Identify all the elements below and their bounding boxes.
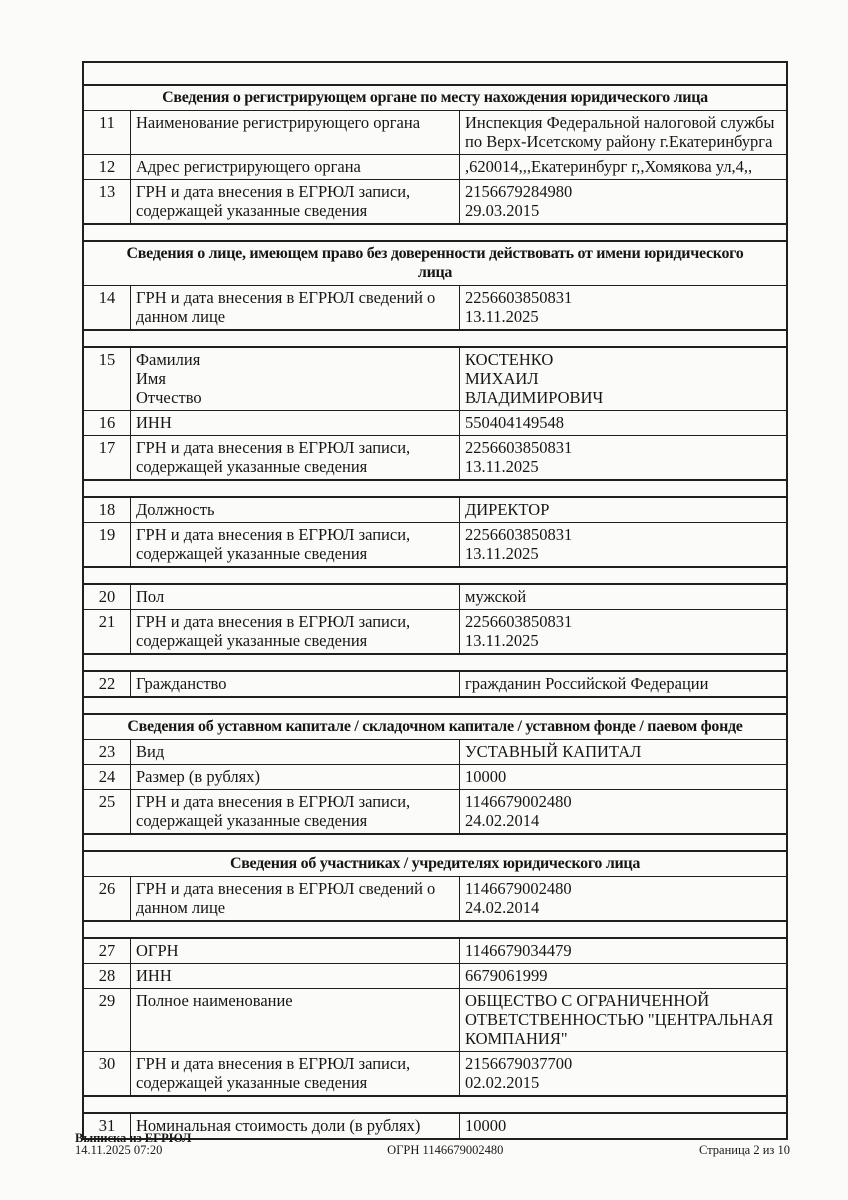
- table-spacer-row: [84, 223, 786, 240]
- table-row: [84, 496, 786, 522]
- row-value-cell: 10000: [459, 765, 790, 789]
- row-value-cell: гражданин Российской Федерации: [459, 672, 790, 696]
- row-number-cell: 15: [98, 350, 116, 369]
- row-value-cell: ,620014,,,Екатеринбург г,,Хомякова ул,4,,: [459, 155, 790, 179]
- table-row: [84, 346, 786, 410]
- row-label-cell: Пол: [130, 585, 459, 609]
- row-number-cell: 22: [98, 674, 116, 693]
- row-value-cell: 6679061999: [459, 964, 790, 988]
- table-spacer-row: [84, 329, 786, 346]
- row-value-cell: 1146679034479: [459, 939, 790, 963]
- row-label-cell: ГРН и дата внесения в ЕГРЮЛ сведений о данном лице: [130, 877, 459, 920]
- row-label-cell: Вид: [130, 740, 459, 764]
- row-label-cell: ГРН и дата внесения в ЕГРЮЛ записи, содержащей указанные сведения: [130, 523, 459, 566]
- table-row: [84, 154, 786, 179]
- row-value-cell: УСТАВНЫЙ КАПИТАЛ: [459, 740, 790, 764]
- row-number-cell: 24: [98, 767, 116, 786]
- row-value-cell: Инспекция Федеральной налоговой службы по Верх-Исетскому району г.Екатеринбурга: [459, 111, 790, 154]
- table-spacer-row: [84, 653, 786, 670]
- row-number-cell: 11: [99, 113, 115, 132]
- row-number-cell: 20: [98, 587, 116, 606]
- section-header: Сведения об участниках / учредителях юридического лица: [84, 850, 786, 876]
- table-row: [84, 410, 786, 435]
- row-value-cell: 2156679037700 02.02.2015: [459, 1052, 790, 1095]
- egrul-table: [82, 61, 788, 1140]
- row-label-cell: Адрес регистрирующего органа: [130, 155, 459, 179]
- footer-ogrn: ОГРН 1146679002480: [387, 1142, 504, 1157]
- table-row: [84, 522, 786, 566]
- row-number-cell: 29: [98, 991, 116, 1010]
- row-label-cell: Полное наименование: [130, 989, 459, 1051]
- row-label-cell: Размер (в рублях): [130, 765, 459, 789]
- row-label-cell: ИНН: [130, 964, 459, 988]
- table-row: [84, 739, 786, 764]
- row-number-cell: 27: [98, 941, 116, 960]
- row-number-cell: 23: [98, 742, 116, 761]
- table-spacer-row: [84, 920, 786, 937]
- row-value-cell: 2256603850831 13.11.2025: [459, 286, 790, 329]
- table-row: [84, 988, 786, 1051]
- row-label-cell: Гражданство: [130, 672, 459, 696]
- table-spacer-row: [84, 566, 786, 583]
- row-number-cell: 19: [98, 525, 116, 544]
- row-number-cell: 12: [98, 157, 116, 176]
- table-row: [84, 583, 786, 609]
- section-header: Сведения о регистрирующем органе по месту нахождения юридического лица: [84, 84, 786, 110]
- table-row: [84, 937, 786, 963]
- table-row: [84, 789, 786, 833]
- section-header: Сведения об уставном капитале / складочном капитале / уставном фонде / паевом фонде: [84, 713, 786, 739]
- footer-page-indicator: Страница 2 из 10: [699, 1142, 790, 1157]
- row-number-cell: 26: [98, 879, 116, 898]
- row-label-cell: ГРН и дата внесения в ЕГРЮЛ записи, содержащей указанные сведения: [130, 790, 459, 833]
- row-label-cell: Наименование регистрирующего органа: [130, 111, 459, 154]
- row-value-cell: 2156679284980 29.03.2015: [459, 180, 790, 223]
- row-value-cell: 1146679002480 24.02.2014: [459, 790, 790, 833]
- table-spacer-row: [84, 833, 786, 850]
- row-number-cell: 16: [98, 413, 116, 432]
- footer-doc-title: Выписка из ЕГРЮЛ: [75, 1131, 192, 1145]
- table-spacer-row: [84, 696, 786, 713]
- table-blank-row: [84, 63, 786, 84]
- row-value-cell: мужской: [459, 585, 790, 609]
- row-label-cell: ОГРН: [130, 939, 459, 963]
- row-number-cell: 30: [98, 1054, 116, 1073]
- row-number-cell: 17: [98, 438, 116, 457]
- footer-left: [75, 1133, 191, 1156]
- row-label-cell: ГРН и дата внесения в ЕГРЮЛ записи, содержащей указанные сведения: [130, 1052, 459, 1095]
- row-label-cell: Номинальная стоимость доли (в рублях): [130, 1114, 459, 1138]
- row-value-cell: ОБЩЕСТВО С ОГРАНИЧЕННОЙ ОТВЕТСТВЕННОСТЬЮ "ЦЕНТРАЛЬНАЯ КОМПАНИЯ": [459, 989, 790, 1051]
- footer-timestamp: 14.11.2025 07:20: [75, 1142, 163, 1157]
- row-number-cell: 18: [98, 500, 116, 519]
- table-row: [84, 1051, 786, 1095]
- row-value-cell: 550404149548: [459, 411, 790, 435]
- row-label-cell: Фамилия Имя Отчество: [130, 348, 459, 410]
- row-value-cell: КОСТЕНКО МИХАИЛ ВЛАДИМИРОВИЧ: [459, 348, 790, 410]
- table-spacer-row: [84, 479, 786, 496]
- row-number-cell: 14: [98, 288, 116, 307]
- row-label-cell: ГРН и дата внесения в ЕГРЮЛ записи, содержащей указанные сведения: [130, 436, 459, 479]
- table-row: [84, 876, 786, 920]
- table-row: [84, 963, 786, 988]
- table-row: [84, 670, 786, 696]
- row-value-cell: 10000: [459, 1114, 790, 1138]
- row-value-cell: 2256603850831 13.11.2025: [459, 523, 790, 566]
- page-footer: [75, 1133, 790, 1156]
- row-label-cell: ИНН: [130, 411, 459, 435]
- section-header: Сведения о лице, имеющем право без доверенности действовать от имени юридического лица: [84, 240, 786, 285]
- row-label-cell: ГРН и дата внесения в ЕГРЮЛ записи, содержащей указанные сведения: [130, 610, 459, 653]
- table-row: [84, 764, 786, 789]
- row-value-cell: 1146679002480 24.02.2014: [459, 877, 790, 920]
- row-number-cell: 25: [98, 792, 116, 811]
- table-row: [84, 435, 786, 479]
- table-row: [84, 285, 786, 329]
- row-number-cell: 13: [98, 182, 116, 201]
- row-value-cell: 2256603850831 13.11.2025: [459, 610, 790, 653]
- row-value-cell: 2256603850831 13.11.2025: [459, 436, 790, 479]
- row-number-cell: 28: [98, 966, 116, 985]
- row-label-cell: ГРН и дата внесения в ЕГРЮЛ сведений о данном лице: [130, 286, 459, 329]
- row-label-cell: ГРН и дата внесения в ЕГРЮЛ записи, содержащей указанные сведения: [130, 180, 459, 223]
- table-row: [84, 110, 786, 154]
- table-row: [84, 179, 786, 223]
- table-spacer-row: [84, 1095, 786, 1112]
- table-row: [84, 609, 786, 653]
- row-number-cell: 31: [98, 1116, 116, 1135]
- row-value-cell: ДИРЕКТОР: [459, 498, 790, 522]
- row-number-cell: 21: [98, 612, 116, 631]
- row-label-cell: Должность: [130, 498, 459, 522]
